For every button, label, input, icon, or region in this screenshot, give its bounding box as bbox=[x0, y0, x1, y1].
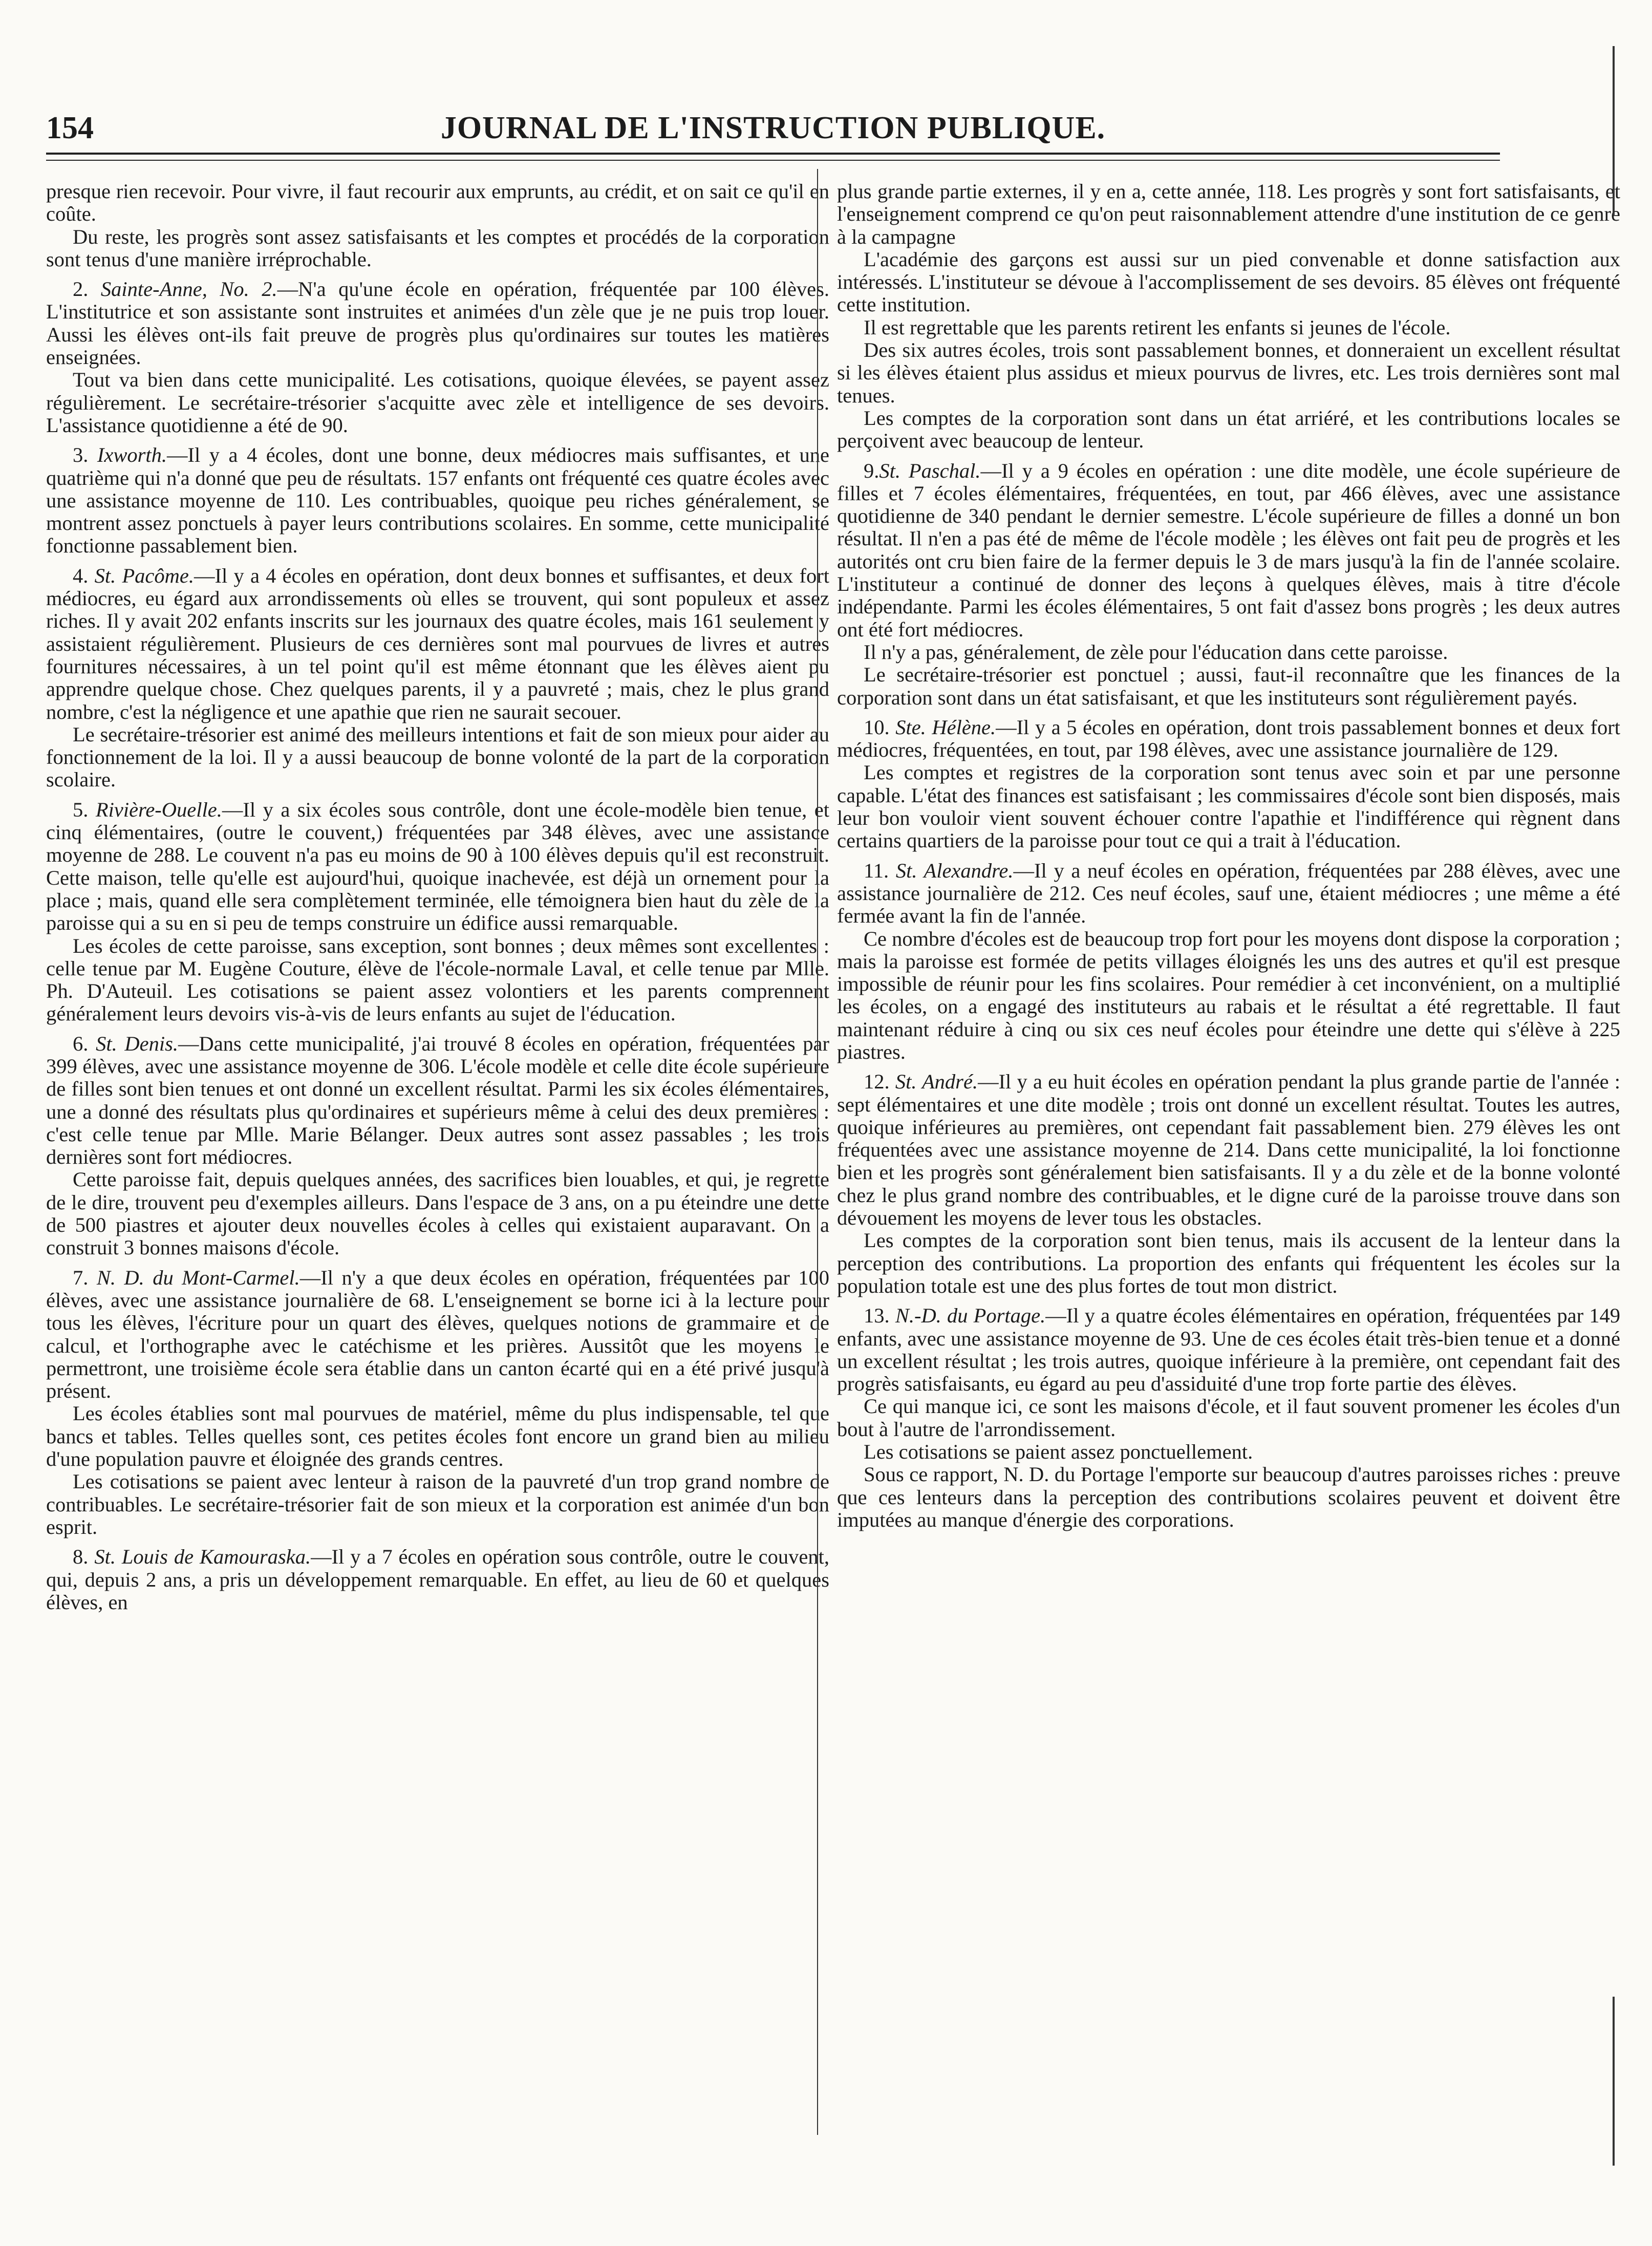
header-rule-thin bbox=[46, 160, 1500, 161]
section-number: 9. bbox=[864, 459, 879, 482]
section-number: 5. bbox=[73, 798, 89, 821]
section-number: 7. bbox=[73, 1266, 89, 1289]
paragraph: L'académie des garçons est aussi sur un pied convenable et donne satisfaction aux intéressés. L'instituteur se dévoue à l'accomplissement de ses devoirs. 85 élèves ont fréquenté cette institution. bbox=[837, 247, 1620, 316]
journal-title: JOURNAL DE L'INSTRUCTION PUBLIQUE. bbox=[440, 111, 1106, 145]
section-number: 4. bbox=[73, 564, 89, 587]
section-st-denis bbox=[46, 1033, 829, 1169]
section-place-name: Ixworth. bbox=[97, 443, 167, 467]
paragraph: Les comptes de la corporation sont dans un état arriéré, et les contributions locales se perçoivent avec beaucoup de lenteur. bbox=[837, 406, 1620, 453]
section-number: 11. bbox=[864, 859, 889, 882]
paragraph: Le secrétaire-trésorier est animé des meilleurs intentions et fait de son mieux pour aider au fonctionnement de la loi. Il y a aussi beaucoup de bonne volonté de la part de la corporation scolaire. bbox=[46, 722, 829, 792]
section-place-name: N.-D. du Portage. bbox=[895, 1304, 1046, 1328]
section-text: —Il y a neuf écoles en opération, fréquentées par 288 élèves, avec une assistance journalière de 212. Ces neuf écoles, sauf une, étaient médiocres ; une même a été fermée avant la fin de l'année. bbox=[837, 859, 1621, 928]
paragraph: Ce nombre d'écoles est de beaucoup trop fort pour les moyens dont dispose la corporation ; mais la paroisse est formée de petits villages éloignés les uns des autres et qu'il est presque impossible de réunir pour les fins scolaires. Pour remédier à cet inconvénient, on a multiplié les écoles, on a engagé des instituteurs au rabais et le résultat a été regrettable. Il faut maintenant réduire à cinq ou six ces neuf écoles pour éteindre une dette qui s'élève à 225 piastres. bbox=[837, 927, 1620, 1063]
section-number: 12. bbox=[864, 1070, 890, 1094]
section-st-andre bbox=[837, 1071, 1620, 1229]
section-place-name: St. Alexandre. bbox=[895, 859, 1014, 882]
section-number: 8. bbox=[73, 1545, 89, 1569]
paragraph: Le secrétaire-trésorier est ponctuel ; aussi, faut-il reconnaître que les finances de la corporation sont dans un état satisfaisant, et que les instituteurs sont régulièrement payés. bbox=[837, 663, 1620, 709]
paragraph: Les comptes et registres de la corporation sont tenus avec soin et par une personne capable. L'état des finances est satisfaisant ; les commissaires d'école sont bien disposés, mais leur bon vouloir vient souvent échouer contre l'apathie et l'indifférence qui règnent dans certains quartiers de la paroisse pour tout ce qui a trait à l'éducation. bbox=[837, 761, 1620, 852]
page-number: 154 bbox=[46, 111, 94, 145]
section-number: 10. bbox=[864, 715, 890, 739]
section-number: 6. bbox=[73, 1032, 89, 1055]
section-text: —Il y a 5 écoles en opération, dont trois passablement bonnes et deux fort médiocres, fréquentées, en tout, par 198 élèves, avec une assistance journalière de 129. bbox=[837, 715, 1620, 762]
section-place-name: N. D. du Mont-Carmel. bbox=[96, 1266, 300, 1289]
paragraph: Ce qui manque ici, ce sont les maisons d'école, et il faut souvent promener les écoles d'un bout à l'autre de l'arrondissement. bbox=[837, 1395, 1620, 1441]
left-column bbox=[46, 180, 829, 1614]
paragraph: Les comptes de la corporation sont bien tenus, mais ils accusent de la lenteur dans la perception des contributions. La proportion des enfants qui fréquentent les écoles sur la population totale est une des plus fortes de tout mon district. bbox=[837, 1229, 1620, 1297]
section-place-name: St. André. bbox=[895, 1070, 978, 1094]
section-number: 2. bbox=[73, 277, 89, 301]
section-text: —Il y a 4 écoles en opération, dont deux bonnes et suffisantes, et deux fort médiocres, eu égard aux arrondissements où elles se trouvent, qui sont populeux et assez riches. Il y avait 202 enfants inscrits sur les journaux des quatre écoles, mais 161 seulement y assistaient régulièrement. Plusieurs de ces dernières sont mal pourvues de livres et autres fournitures nécessaires, à un tel point qu'il est même étonnant que les élèves aient pu apprendre quelque chose. Chez quelques parents, il y a pauvreté ; mais, chez le plus grand nombre, c'est la négligence et une apathie que rien ne saurait secouer. bbox=[46, 564, 829, 723]
section-place-name: Ste. Hélène. bbox=[895, 715, 996, 739]
section-text: —Il y a eu huit écoles en opération pendant la plus grande partie de l'année : sept élémentaires et une dite modèle ; trois ont donné un excellent résultat. Toutes les autres, quoique inférieures au premières, ont cependant fait passablement bien. 279 élèves les ont fréquentées avec une assistance moyenne de 214. Dans cette municipalité, la loi fonctionne bien et les progrès sont généralement bien satisfaisants. Il y a du zèle et de la bonne volonté chez le plus grand nombre des contribuables, et le digne curé de la paroisse trouve dans son dévouement les moyens de lever tous les obstacles. bbox=[837, 1070, 1621, 1230]
section-mont-carmel bbox=[46, 1267, 829, 1403]
section-ixworth bbox=[46, 444, 829, 557]
paragraph: Cette paroisse fait, depuis quelques années, des sacrifices bien louables, et qui, je regrette de le dire, trouvent peu d'exemples ailleurs. Dans l'espace de 3 ans, on a pu éteindre une dette de 500 piastres et ajouter deux nouvelles écoles à celles qui existaient auparavant. On a construit 3 bonnes maisons d'école. bbox=[46, 1168, 829, 1259]
paragraph: Tout va bien dans cette municipalité. Les cotisations, quoique élevées, se payent assez régulièrement. Le secrétaire-trésorier s'acquitte avec zèle et intelligence de ses devoirs. L'assistance quotidienne a été de 90. bbox=[46, 368, 829, 437]
section-place-name: St. Louis de Kamouraska. bbox=[94, 1545, 311, 1569]
header-rule-thick bbox=[46, 153, 1500, 155]
right-column bbox=[837, 180, 1620, 1531]
paragraph: Des six autres écoles, trois sont passablement bonnes, et donneraient un excellent résultat si les élèves étaient plus assidus et mieux pourvus de livres, etc. Les trois dernières sont mal tenues. bbox=[837, 338, 1620, 407]
section-text: —N'a qu'une école en opération, fréquentée par 100 élèves. L'institutrice et son assistante sont instruites et animées d'un zèle que je ne puis trop louer. Aussi les élèves ont-ils fait preuve de progrès plus qu'ordinaires sur toutes les matières enseignées. bbox=[46, 277, 829, 369]
paragraph: Les cotisations se paient assez ponctuellement. bbox=[864, 1440, 1253, 1464]
section-sainte-anne bbox=[46, 278, 829, 369]
section-text: —Il y a 9 écoles en opération : une dite modèle, une école supérieure de filles et 7 écoles élémentaires, fréquentées, en tout, par 466 élèves, avec une assistance quotidienne de 340 pendant le dernier semestre. L'école supérieure de filles a donné un bon résultat. Il n'en a pas été de même de l'école modèle ; les élèves ont fait peu de progrès et les autorités ont cru bien faire de la fermer depuis le 3 de mars jusqu'à la fin de l'année scolaire. L'instituteur a continué de donner des leçons à quelques élèves, mais à titre d'école indépendante. Parmi les écoles élémentaires, 5 ont fait d'assez bons progrès ; les deux autres ont été fort médiocres. bbox=[837, 459, 1620, 641]
section-nd-du-portage bbox=[837, 1304, 1620, 1395]
section-text: —Il y a 7 écoles en opération sous contrôle, outre le couvent, qui, depuis 2 ans, a pris un développement remarquable. En effet, au lieu de 60 et quelques élèves, en bbox=[46, 1545, 830, 1614]
section-text: —Dans cette municipalité, j'ai trouvé 8 écoles en opération, fréquentées par 399 élèves, avec une assistance moyenne de 306. L'école modèle et celle dite école supérieure de filles sont bien tenues et ont donné un excellent résultat. Parmi les six écoles élémentaires, une a donné des résultats plus qu'ordinaires et supérieurs même à celui des deux premières : c'est celle tenue par Mlle. Marie Bélanger. Deux autres sont assez passables ; les trois dernières sont fort médiocres. bbox=[46, 1032, 830, 1169]
section-number: 13. bbox=[864, 1304, 890, 1328]
paragraph: Il n'y a pas, généralement, de zèle pour l'éducation dans cette paroisse. bbox=[864, 640, 1448, 664]
section-place-name: St. Paschal. bbox=[879, 459, 981, 482]
scan-edge-mark bbox=[1613, 1997, 1615, 2166]
section-st-paschal bbox=[837, 460, 1620, 641]
paragraph: Les cotisations se paient avec lenteur à raison de la pauvreté d'un trop grand nombre de contribuables. Le secrétaire-trésorier fait de son mieux et la corporation est animée d'un bon esprit. bbox=[46, 1470, 829, 1538]
scan-edge-mark bbox=[1613, 46, 1615, 215]
paragraph: plus grande partie externes, il y en a, cette année, 118. Les progrès y sont fort satisfaisants, et l'enseignement comprend ce qu'on peut raisonnablement attendre d'une institution de ce genre à la campagne bbox=[837, 180, 1620, 248]
paragraph: Les écoles de cette paroisse, sans exception, sont bonnes ; deux mêmes sont excellentes : celle tenue par M. Eugène Couture, élève de l'école-normale Laval, et celle tenue par Mlle. Ph. D'Auteuil. Les cotisations se paient assez volontiers et les parents comprennent généralement leurs devoirs vis-à-vis de leurs enfants au sujet de l'éducation. bbox=[46, 934, 829, 1025]
paragraph: Du reste, les progrès sont assez satisfaisants et les comptes et procédés de la corporation sont tenus d'une manière irréprochable. bbox=[46, 225, 829, 271]
page-header bbox=[46, 110, 1500, 146]
paragraph: Il est regrettable que les parents retirent les enfants si jeunes de l'école. bbox=[864, 315, 1451, 339]
section-text: —Il y a six écoles sous contrôle, dont une école-modèle bien tenue, et cinq élémentaires, (outre le couvent,) fréquentées par 348 élèves, avec une assistance moyenne de 288. Le couvent n'a pas eu moins de 90 à 100 élèves depuis qu'il est reconstruit. Cette maison, telle qu'elle est aujourd'hui, quoique inachevée, est déjà un ornement pour la place ; mais, quand elle sera complètement terminée, elle témoignera bien haut du zèle de la paroisse qui a su en si peu de temps construire un édifice aussi remarquable. bbox=[46, 798, 829, 935]
column-divider bbox=[817, 169, 818, 2135]
paragraph: presque rien recevoir. Pour vivre, il faut recourir aux emprunts, au crédit, et on sait ce qu'il en coûte. bbox=[46, 180, 829, 226]
section-riviere-ouelle bbox=[46, 799, 829, 935]
section-st-louis-kamouraska bbox=[46, 1546, 829, 1614]
paragraph: Sous ce rapport, N. D. du Portage l'emporte sur beaucoup d'autres paroisses riches : preuve que ces lenteurs dans la perception des contributions scolaires peuvent et doivent être imputées au manque d'énergie des corporations. bbox=[837, 1463, 1620, 1531]
section-place-name: Sainte-Anne, No. 2. bbox=[100, 277, 277, 301]
section-number: 3. bbox=[73, 443, 89, 467]
section-text: —Il n'y a que deux écoles en opération, fréquentées par 100 élèves, avec une assistance journalière de 68. L'enseignement se borne ici à la lecture pour tous les élèves, l'écriture pour un quart des élèves, quelques notions de grammaire et de calcul, et l'orthographe avec le catéchisme et les prières. Aussitôt que les moyens le permettront, une troisième école sera établie dans un canton écarté qui en a été privé jusqu'à présent. bbox=[46, 1266, 830, 1403]
paragraph: Les écoles établies sont mal pourvues de matériel, même du plus indispensable, tel que bancs et tables. Telles quelles sont, ces petites écoles font encore un grand bien au milieu d'une population pauvre et éloignée des grands centres. bbox=[46, 1402, 829, 1471]
section-place-name: St. Denis. bbox=[96, 1032, 179, 1055]
section-ste-helene bbox=[837, 716, 1620, 762]
section-text: —Il y a quatre écoles élémentaires en opération, fréquentées par 149 enfants, avec une assistance moyenne de 93. Une de ces écoles était très-bien tenue et a donné un excellent résultat ; les trois autres, quoique inférieure à la première, ont cependant fait des progrès satisfaisants, eu égard au peu d'assiduité d'une trop forte partie des élèves. bbox=[837, 1304, 1620, 1396]
section-text: —Il y a 4 écoles, dont une bonne, deux médiocres mais suffisantes, et une quatrième qui n'a donné que peu de résultats. 157 enfants ont fréquenté ces quatre écoles avec une assistance moyenne de 110. Les contribuables, quoique peu riches généralement, se montrent assez ponctuels à payer leurs contributions scolaires. En somme, cette municipalité fonctionne passablement bien. bbox=[46, 443, 829, 558]
section-st-pacome bbox=[46, 565, 829, 723]
section-place-name: St. Pacôme. bbox=[94, 564, 195, 587]
section-place-name: Rivière-Ouelle. bbox=[95, 798, 222, 821]
section-st-alexandre bbox=[837, 860, 1620, 928]
